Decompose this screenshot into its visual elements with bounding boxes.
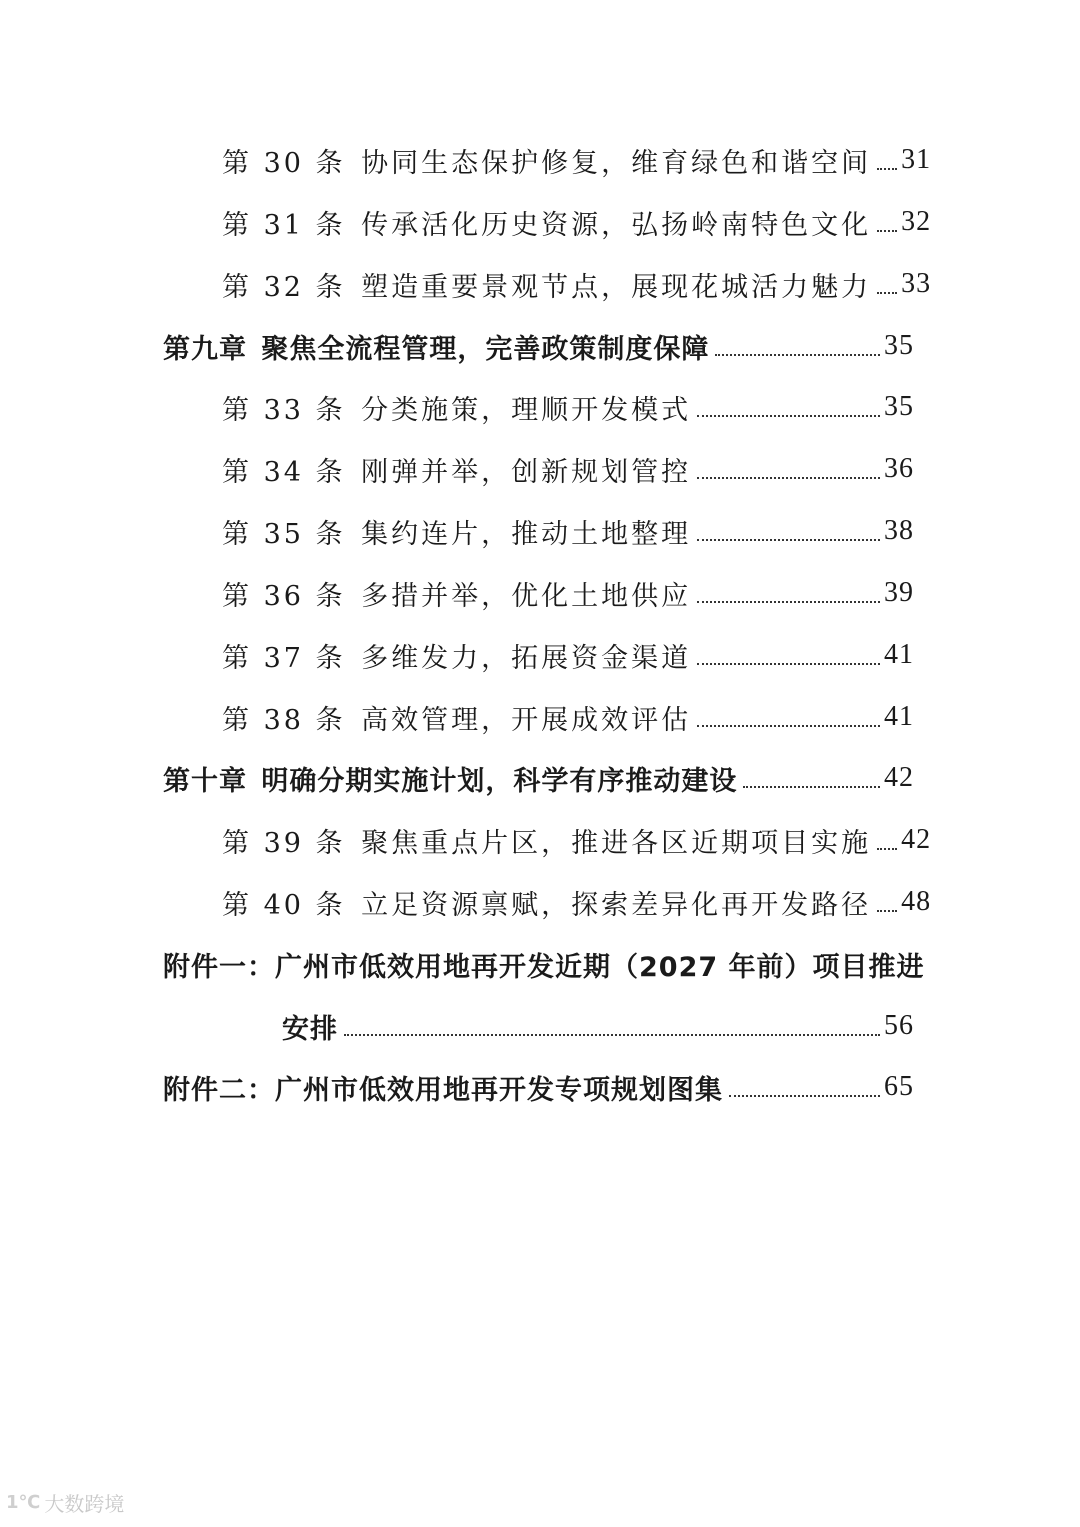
toc-entry[interactable] xyxy=(0,138,932,182)
article-title: 聚焦重点片区，推进各区近期项目实施 xyxy=(361,827,872,859)
dot-leader xyxy=(344,1034,880,1036)
dot-leader xyxy=(729,1095,880,1097)
dot-leader xyxy=(697,477,880,479)
article-title: 分类施策，理顺开发模式 xyxy=(361,394,692,426)
page-number: 42 xyxy=(884,762,914,793)
toc-attachment-1-line1[interactable] xyxy=(0,942,925,986)
chapter-number: 第十章 xyxy=(163,765,247,797)
article-number: 第 38 条 xyxy=(222,704,346,736)
article-title: 协同生态保护修复，维育绿色和谐空间 xyxy=(361,147,872,179)
page-number: 36 xyxy=(884,453,914,484)
toc-entry-label xyxy=(222,265,871,304)
toc-chapter-label xyxy=(163,327,709,366)
toc-chapter-entry[interactable] xyxy=(0,324,914,368)
toc-entry[interactable] xyxy=(0,880,932,924)
article-number: 第 34 条 xyxy=(222,456,346,488)
toc-entry[interactable] xyxy=(0,262,932,306)
toc-entry-label xyxy=(222,450,691,489)
toc-entry-label xyxy=(222,698,691,737)
toc-entry-label xyxy=(222,141,871,180)
page-number: 39 xyxy=(884,577,914,608)
article-title: 传承活化历史资源，弘扬岭南特色文化 xyxy=(361,209,872,241)
page-number: 41 xyxy=(884,701,914,732)
article-number: 第 35 条 xyxy=(222,518,346,550)
toc-entry-label xyxy=(222,821,871,860)
toc-attachment-1-line2[interactable] xyxy=(0,1004,914,1048)
toc-entry[interactable] xyxy=(0,385,914,429)
toc-entry[interactable] xyxy=(0,818,932,862)
toc-entry-label xyxy=(222,512,691,551)
article-number: 第 33 条 xyxy=(222,394,346,426)
dot-leader xyxy=(697,601,880,603)
dot-leader xyxy=(877,292,897,294)
page-number: 48 xyxy=(901,886,932,917)
page-number: 35 xyxy=(884,330,914,361)
article-number: 第 31 条 xyxy=(222,209,346,241)
page-number: 65 xyxy=(884,1071,914,1102)
watermark xyxy=(6,1488,124,1517)
page-number: 32 xyxy=(901,206,932,237)
toc-attachment-2[interactable] xyxy=(0,1065,914,1109)
toc-entry-label xyxy=(222,203,871,242)
watermark-logo-icon: 1℃ xyxy=(6,1492,41,1513)
article-number: 第 32 条 xyxy=(222,271,346,303)
toc-entry[interactable] xyxy=(0,633,914,677)
dot-leader xyxy=(877,230,897,232)
dot-leader xyxy=(697,725,880,727)
article-number: 第 30 条 xyxy=(222,147,346,179)
dot-leader xyxy=(877,168,897,170)
article-number: 第 39 条 xyxy=(222,827,346,859)
page-number: 42 xyxy=(901,824,932,855)
attachment-1-title-continued: 安排 xyxy=(282,1013,338,1045)
toc-chapter-entry[interactable] xyxy=(0,756,914,800)
page-number: 35 xyxy=(884,391,914,422)
toc-entry[interactable] xyxy=(0,447,914,491)
toc-entry[interactable] xyxy=(0,695,914,739)
chapter-number: 第九章 xyxy=(163,333,247,365)
page-number: 38 xyxy=(884,515,914,546)
article-title: 集约连片，推动土地整理 xyxy=(361,518,692,550)
article-title: 高效管理，开展成效评估 xyxy=(361,704,692,736)
article-title: 多措并举，优化土地供应 xyxy=(361,580,692,612)
dot-leader xyxy=(743,786,880,788)
toc-entry[interactable] xyxy=(0,200,932,244)
toc-entry-label xyxy=(222,883,871,922)
dot-leader xyxy=(697,415,880,417)
dot-leader xyxy=(877,910,897,912)
watermark-text: 大数跨境 xyxy=(44,1492,125,1516)
dot-leader xyxy=(715,354,880,356)
dot-leader xyxy=(697,539,880,541)
toc-chapter-label xyxy=(163,759,737,798)
article-number: 第 36 条 xyxy=(222,580,346,612)
attachment-1-title: 附件一：广州市低效用地再开发近期（2027 年前）项目推进 xyxy=(163,951,925,983)
chapter-title: 明确分期实施计划，科学有序推动建设 xyxy=(261,765,738,797)
toc-entry-label xyxy=(222,636,691,675)
attachment-2-title: 附件二：广州市低效用地再开发专项规划图集 xyxy=(163,1074,723,1106)
page-number: 31 xyxy=(901,144,932,175)
article-title: 多维发力，拓展资金渠道 xyxy=(361,642,692,674)
article-title: 立足资源禀赋，探索差异化再开发路径 xyxy=(361,889,872,921)
dot-leader xyxy=(697,663,880,665)
page-number: 56 xyxy=(884,1010,914,1041)
toc-entry-label xyxy=(222,388,691,427)
article-number: 第 40 条 xyxy=(222,889,346,921)
page-number: 41 xyxy=(884,639,914,670)
page-number: 33 xyxy=(901,268,932,299)
toc-entry[interactable] xyxy=(0,571,914,615)
toc-entry-label xyxy=(222,574,691,613)
article-title: 塑造重要景观节点，展现花城活力魅力 xyxy=(361,271,872,303)
article-title: 刚弹并举，创新规划管控 xyxy=(361,456,692,488)
toc-entry[interactable] xyxy=(0,509,914,553)
chapter-title: 聚焦全流程管理，完善政策制度保障 xyxy=(261,333,710,365)
dot-leader xyxy=(877,848,897,850)
article-number: 第 37 条 xyxy=(222,642,346,674)
